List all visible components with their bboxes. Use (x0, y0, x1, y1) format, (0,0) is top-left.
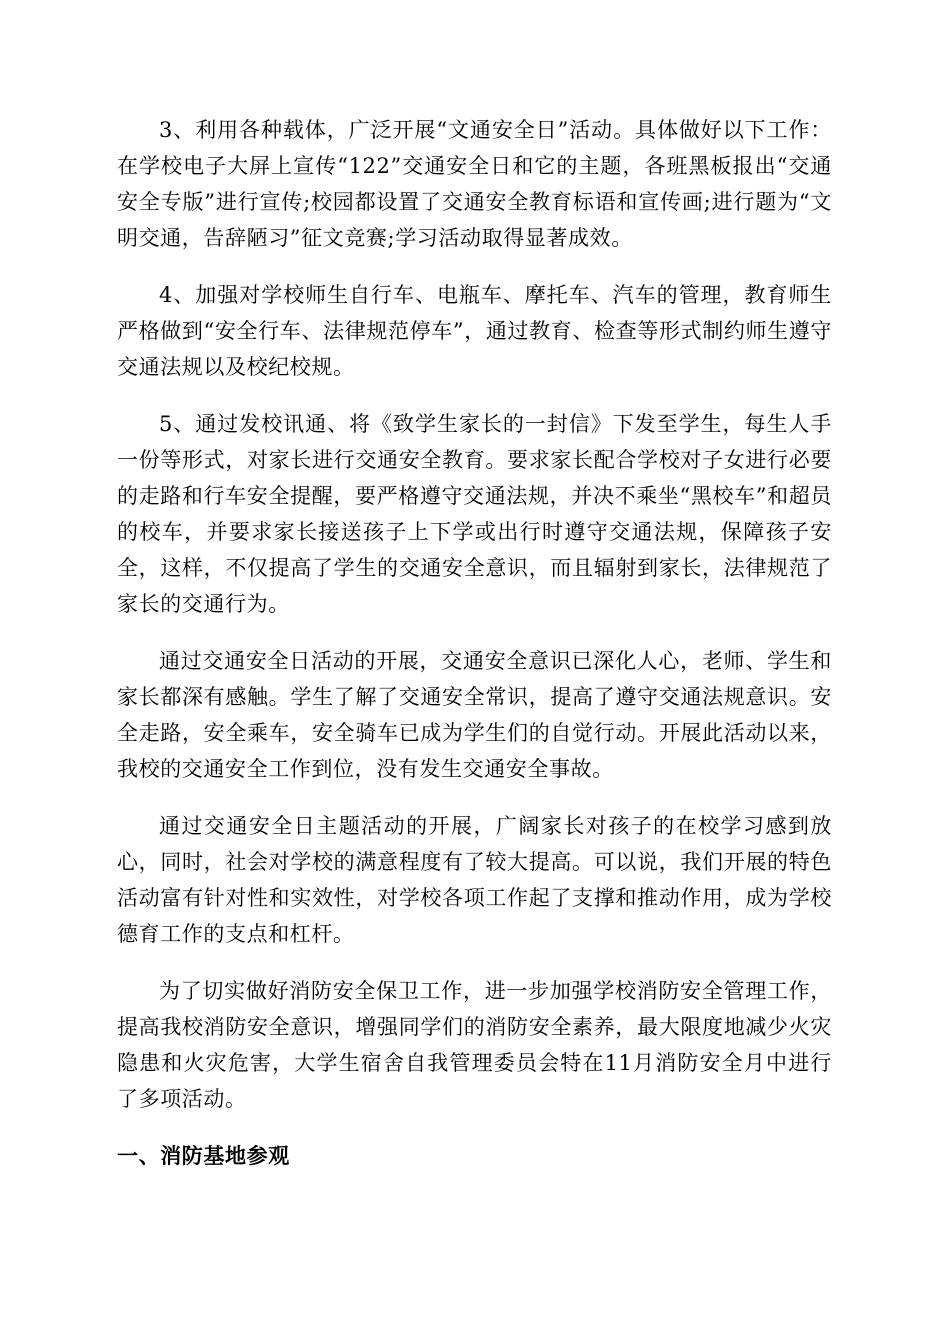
paragraph-summary-theme: 通过交通安全日主题活动的开展，广阔家长对孩子的在校学习感到放心，同时，社会对学校的满意程度有了较大提高。可以说，我们开展的特色活动富有针对性和实效性，对学校各项工作起了支撑和推动作用，成为学校德育工作的支点和杠杆。 (117, 814, 832, 946)
paragraph-summary-traffic: 通过交通安全日活动的开展，交通安全意识已深化人心，老师、学生和家长都深有感触。学生了解了交通安全常识，提高了遵守交通法规意识。安全走路，安全乘车，安全骑车已成为学生们的自觉行动。开展此活动以来，我校的交通安全工作到位，没有发生交通安全事故。 (117, 649, 832, 781)
paragraph-item-4: 4、加强对学校师生自行车、电瓶车、摩托车、汽车的管理，教育师生严格做到“安全行车、法律规范停车”，通过教育、检查等形式制约师生遵守交通法规以及校纪校规。 (117, 283, 832, 379)
paragraph-item-5: 5、通过发校讯通、将《致学生家长的一封信》下发至学生，每生人手一份等形式，对家长进行交通安全教育。要求家长配合学校对子女进行必要的走路和行车安全提醒，要严格遵守交通法规，并决不乘坐“黑校车”和超员的校车，并要求家长接送孩子上下学或出行时遵守交通法规，保障孩子安全，这样，不仅提高了学生的交通安全意识，而且辐射到家长，法律规范了家长的交通行为。 (117, 412, 832, 616)
paragraph-item-3: 3、利用各种载体，广泛开展“文通安全日”活动。具体做好以下工作：在学校电子大屏上宣传“122”交通安全日和它的主题，各班黑板报出“交通安全专版”进行宣传;校园都设置了交通安全教育标语和宣传画;进行题为“文明交通，告辞陋习”征文竞赛;学习活动取得显著成效。 (117, 118, 832, 250)
section-heading: 一、消防基地参观 (117, 1144, 290, 1168)
document-page (117, 112, 832, 1174)
paragraph-fire-safety-intro: 为了切实做好消防安全保卫工作，进一步加强学校消防安全管理工作，提高我校消防安全意识，增强同学们的消防安全素养，最大限度地减少火灾隐患和火灾危害，大学生宿舍自我管理委员会特在11月消防安全月中进行了多项活动。 (117, 979, 832, 1111)
